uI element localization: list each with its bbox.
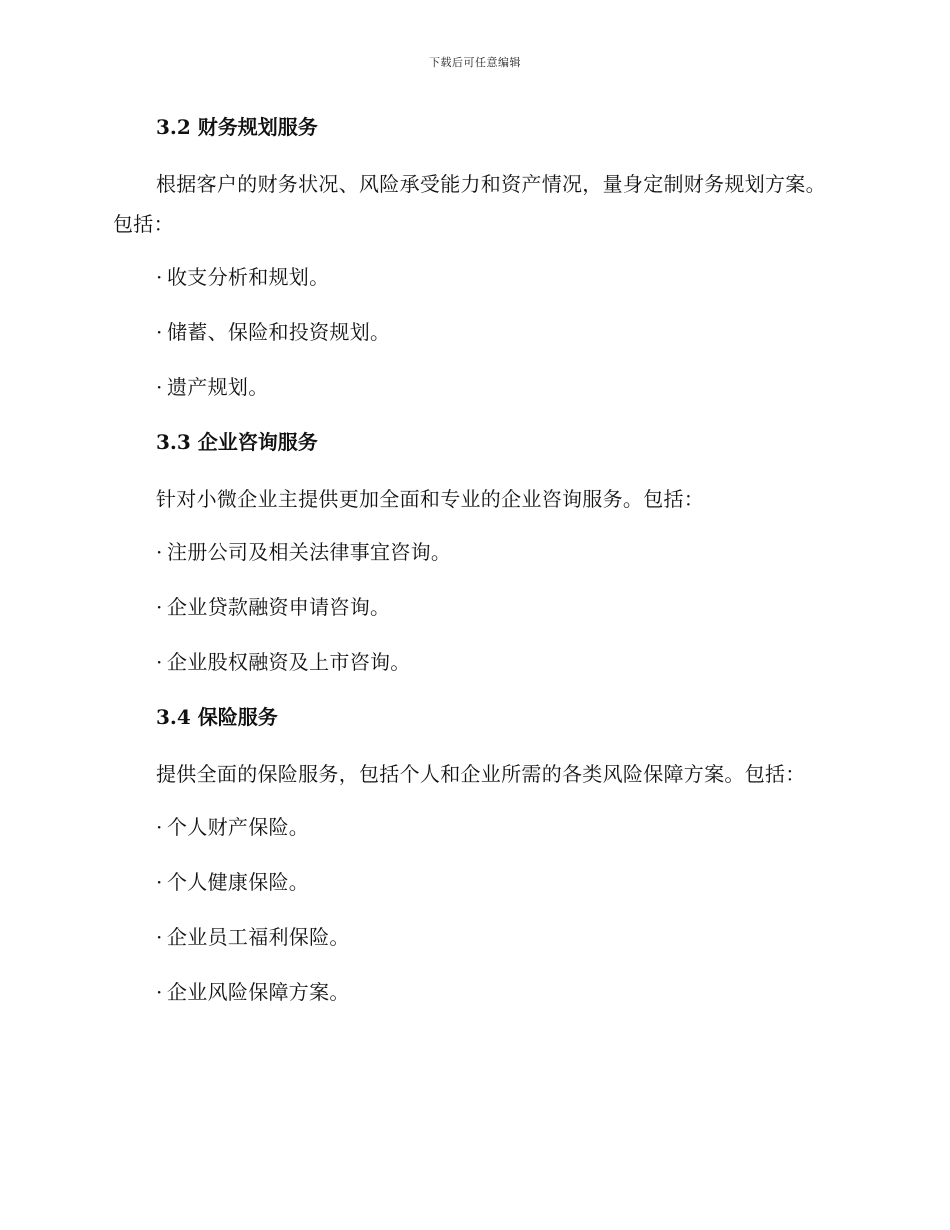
- section-heading: 3.3 企业咨询服务: [156, 430, 318, 454]
- section-heading: 3.4 保险服务: [156, 705, 278, 729]
- section-3-3: [113, 424, 833, 680]
- bullet-dot: ·: [156, 870, 163, 894]
- list-item-text: 遗产规划。: [167, 375, 269, 399]
- document-body: [113, 109, 833, 1029]
- list-item-text: 收支分析和规划。: [167, 265, 330, 289]
- bullet-dot: ·: [156, 540, 163, 564]
- list-item: [113, 314, 833, 350]
- section-intro: 根据客户的财务状况、风险承受能力和资产情况，量身定制财务规划方案。包括：: [113, 172, 826, 236]
- bullet-dot: ·: [156, 375, 163, 399]
- bullet-dot: ·: [156, 815, 163, 839]
- list-item: [113, 974, 833, 1010]
- list-item: [113, 809, 833, 845]
- list-item: [113, 534, 833, 570]
- list-item-text: 个人财产保险。: [167, 815, 310, 839]
- list-item-text: 注册公司及相关法律事宜咨询。: [167, 540, 452, 564]
- list-item: [113, 864, 833, 900]
- list-item-text: 企业股权融资及上市咨询。: [167, 650, 411, 674]
- list-item: [113, 644, 833, 680]
- section-intro: 提供全面的保险服务，包括个人和企业所需的各类风险保障方案。包括：: [156, 762, 806, 786]
- list-item-text: 企业风险保障方案。: [167, 980, 350, 1004]
- list-item-text: 储蓄、保险和投资规划。: [167, 320, 391, 344]
- list-item: [113, 919, 833, 955]
- section-intro: 针对小微企业主提供更加全面和专业的企业咨询服务。包括：: [156, 487, 705, 511]
- list-item-text: 企业贷款融资申请咨询。: [167, 595, 391, 619]
- list-item: [113, 259, 833, 295]
- list-item-text: 个人健康保险。: [167, 870, 310, 894]
- section-heading: 3.2 财务规划服务: [156, 115, 318, 139]
- bullet-dot: ·: [156, 595, 163, 619]
- bullet-dot: ·: [156, 265, 163, 289]
- section-3-4: [113, 699, 833, 1010]
- bullet-dot: ·: [156, 320, 163, 344]
- list-item: [113, 369, 833, 405]
- list-item-text: 企业员工福利保险。: [167, 925, 350, 949]
- bullet-dot: ·: [156, 925, 163, 949]
- page-header: 下载后可任意编辑: [429, 56, 521, 69]
- section-3-2: [113, 109, 833, 405]
- bullet-dot: ·: [156, 980, 163, 1004]
- list-item: [113, 589, 833, 625]
- bullet-dot: ·: [156, 650, 163, 674]
